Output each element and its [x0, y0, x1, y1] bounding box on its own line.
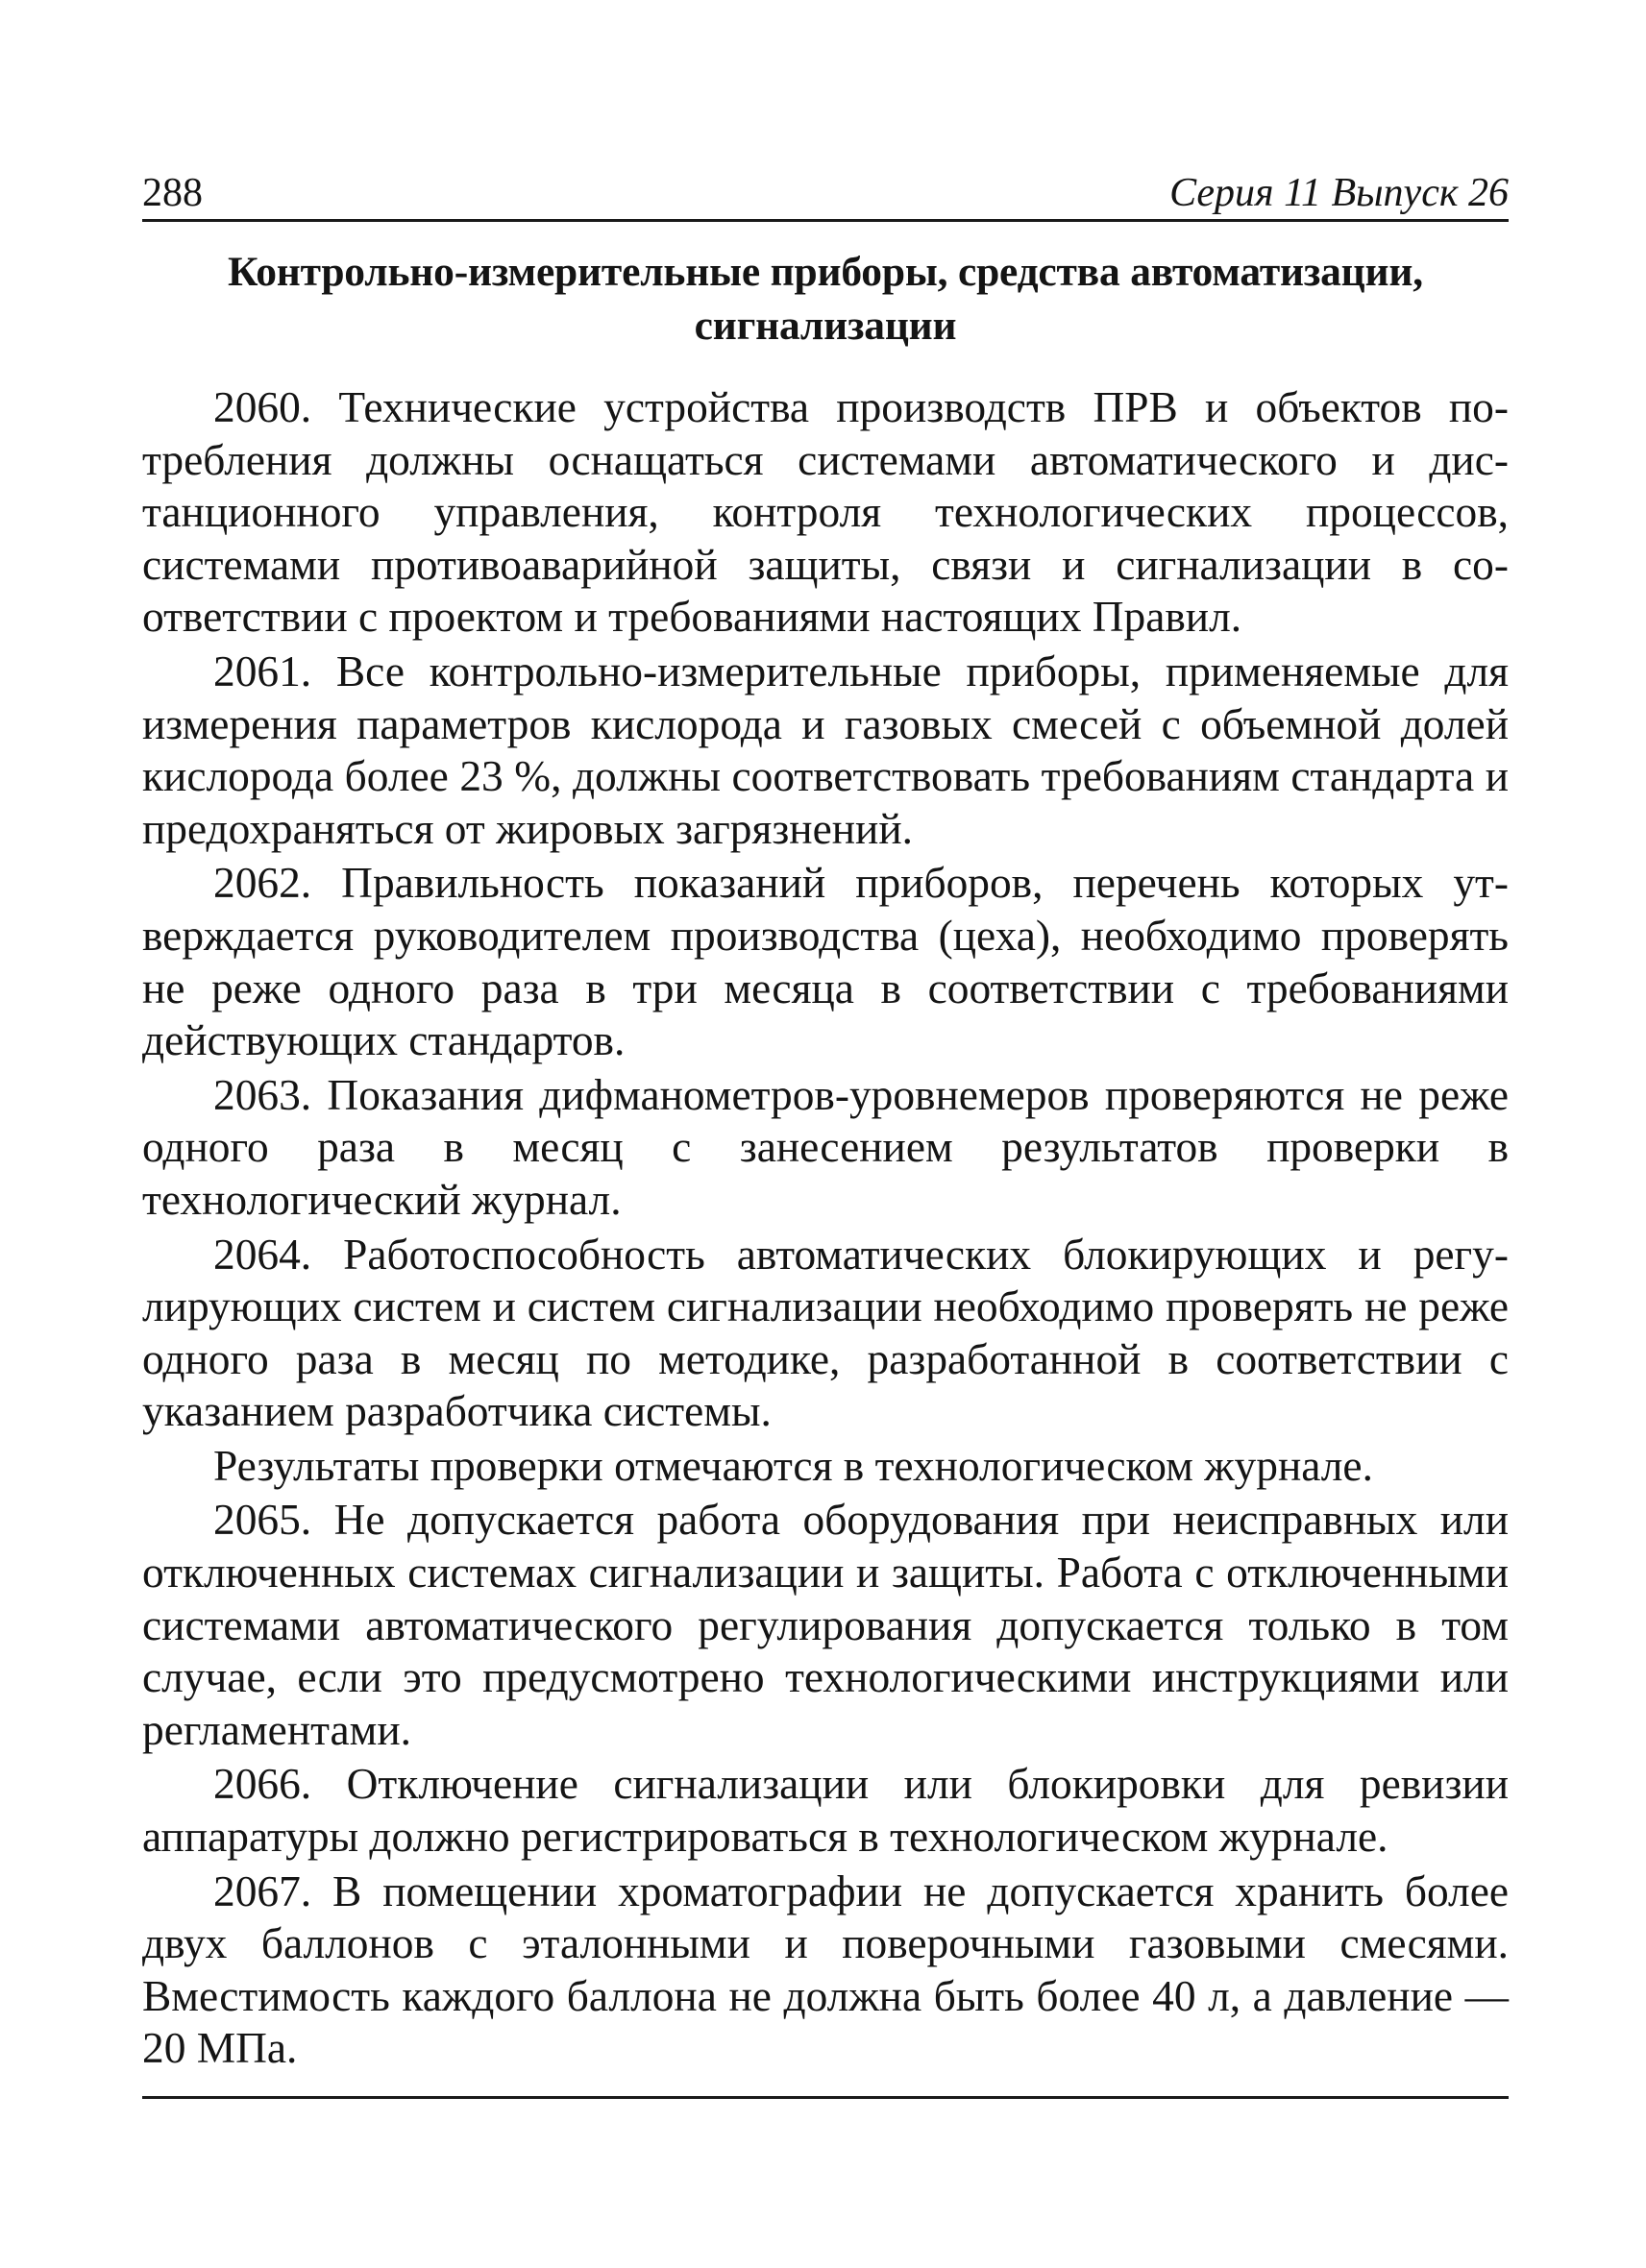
paragraph-2062: 2062. Правильность показаний приборов, перечень которых утверждается руководителем производства (цеха), необходимо проверять не реже одного раза в три месяца в соответствии с требованиями действующих стандартов. — [142, 859, 1509, 1065]
paragraph-2060: 2060. Технические устройства производств ПРВ и объектов потребления должны оснащаться системами автоматического и дистанционного управления, контроля технологических процессов, системами противоаварийной защиты, связи и сигнализации в соответствии с проектом и требованиями настоящих Правил. — [142, 383, 1509, 642]
running-head: Серия 11 Выпуск 26 — [1169, 171, 1509, 215]
page-header — [142, 161, 1509, 222]
paragraph-results-note: Результаты проверки отмечаются в технологическом журнале. — [213, 1441, 1373, 1490]
paragraph-2067: 2067. В помещении хроматографии не допускается хранить более двух баллонов с эталонными и поверочными газовыми смесями. Вместимость каждого баллона не должна быть более 40 л, а давление — 20 МПа. — [142, 1866, 1509, 2073]
body-text — [142, 381, 1509, 2075]
paragraph-2064: 2064. Работоспособность автоматических блокирующих и регулирующих систем и систем сигнализации необходимо проверять не реже одного раза в месяц по методике, разработанной в соответствии с указанием разработчика системы. — [142, 1230, 1509, 1436]
section-title: Контрольно-измерительные приборы, средства автоматизации, сигнализации — [228, 249, 1423, 349]
paragraph-2063: 2063. Показания дифманометров-уровнемеров проверяются не реже одного раза в месяц с занесением результатов проверки в технологический журнал. — [142, 1070, 1509, 1224]
page-number: 288 — [142, 171, 203, 215]
document-page — [142, 161, 1509, 2099]
paragraph-2065: 2065. Не допускается работа оборудования при неисправных или отключенных системах сигнализации и защиты. Работа с отключенными системами автоматического регулирования допускается только в том случае, если это предусмотрено технологическими инструкциями или регламентами. — [142, 1496, 1509, 1754]
paragraph-2066: 2066. Отключение сигнализации или блокировки для ревизии аппаратуры должно регистрироваться в технологическом журнале. — [142, 1760, 1509, 1862]
bottom-rule — [142, 2096, 1509, 2099]
paragraph-2061: 2061. Все контрольно-измерительные приборы, применяемые для измерения параметров кислорода и газовых смесей с объемной долей кислорода более 23 %, должны соответствовать требованиям стандарта и предохраняться от жировых загрязнений. — [142, 646, 1509, 853]
